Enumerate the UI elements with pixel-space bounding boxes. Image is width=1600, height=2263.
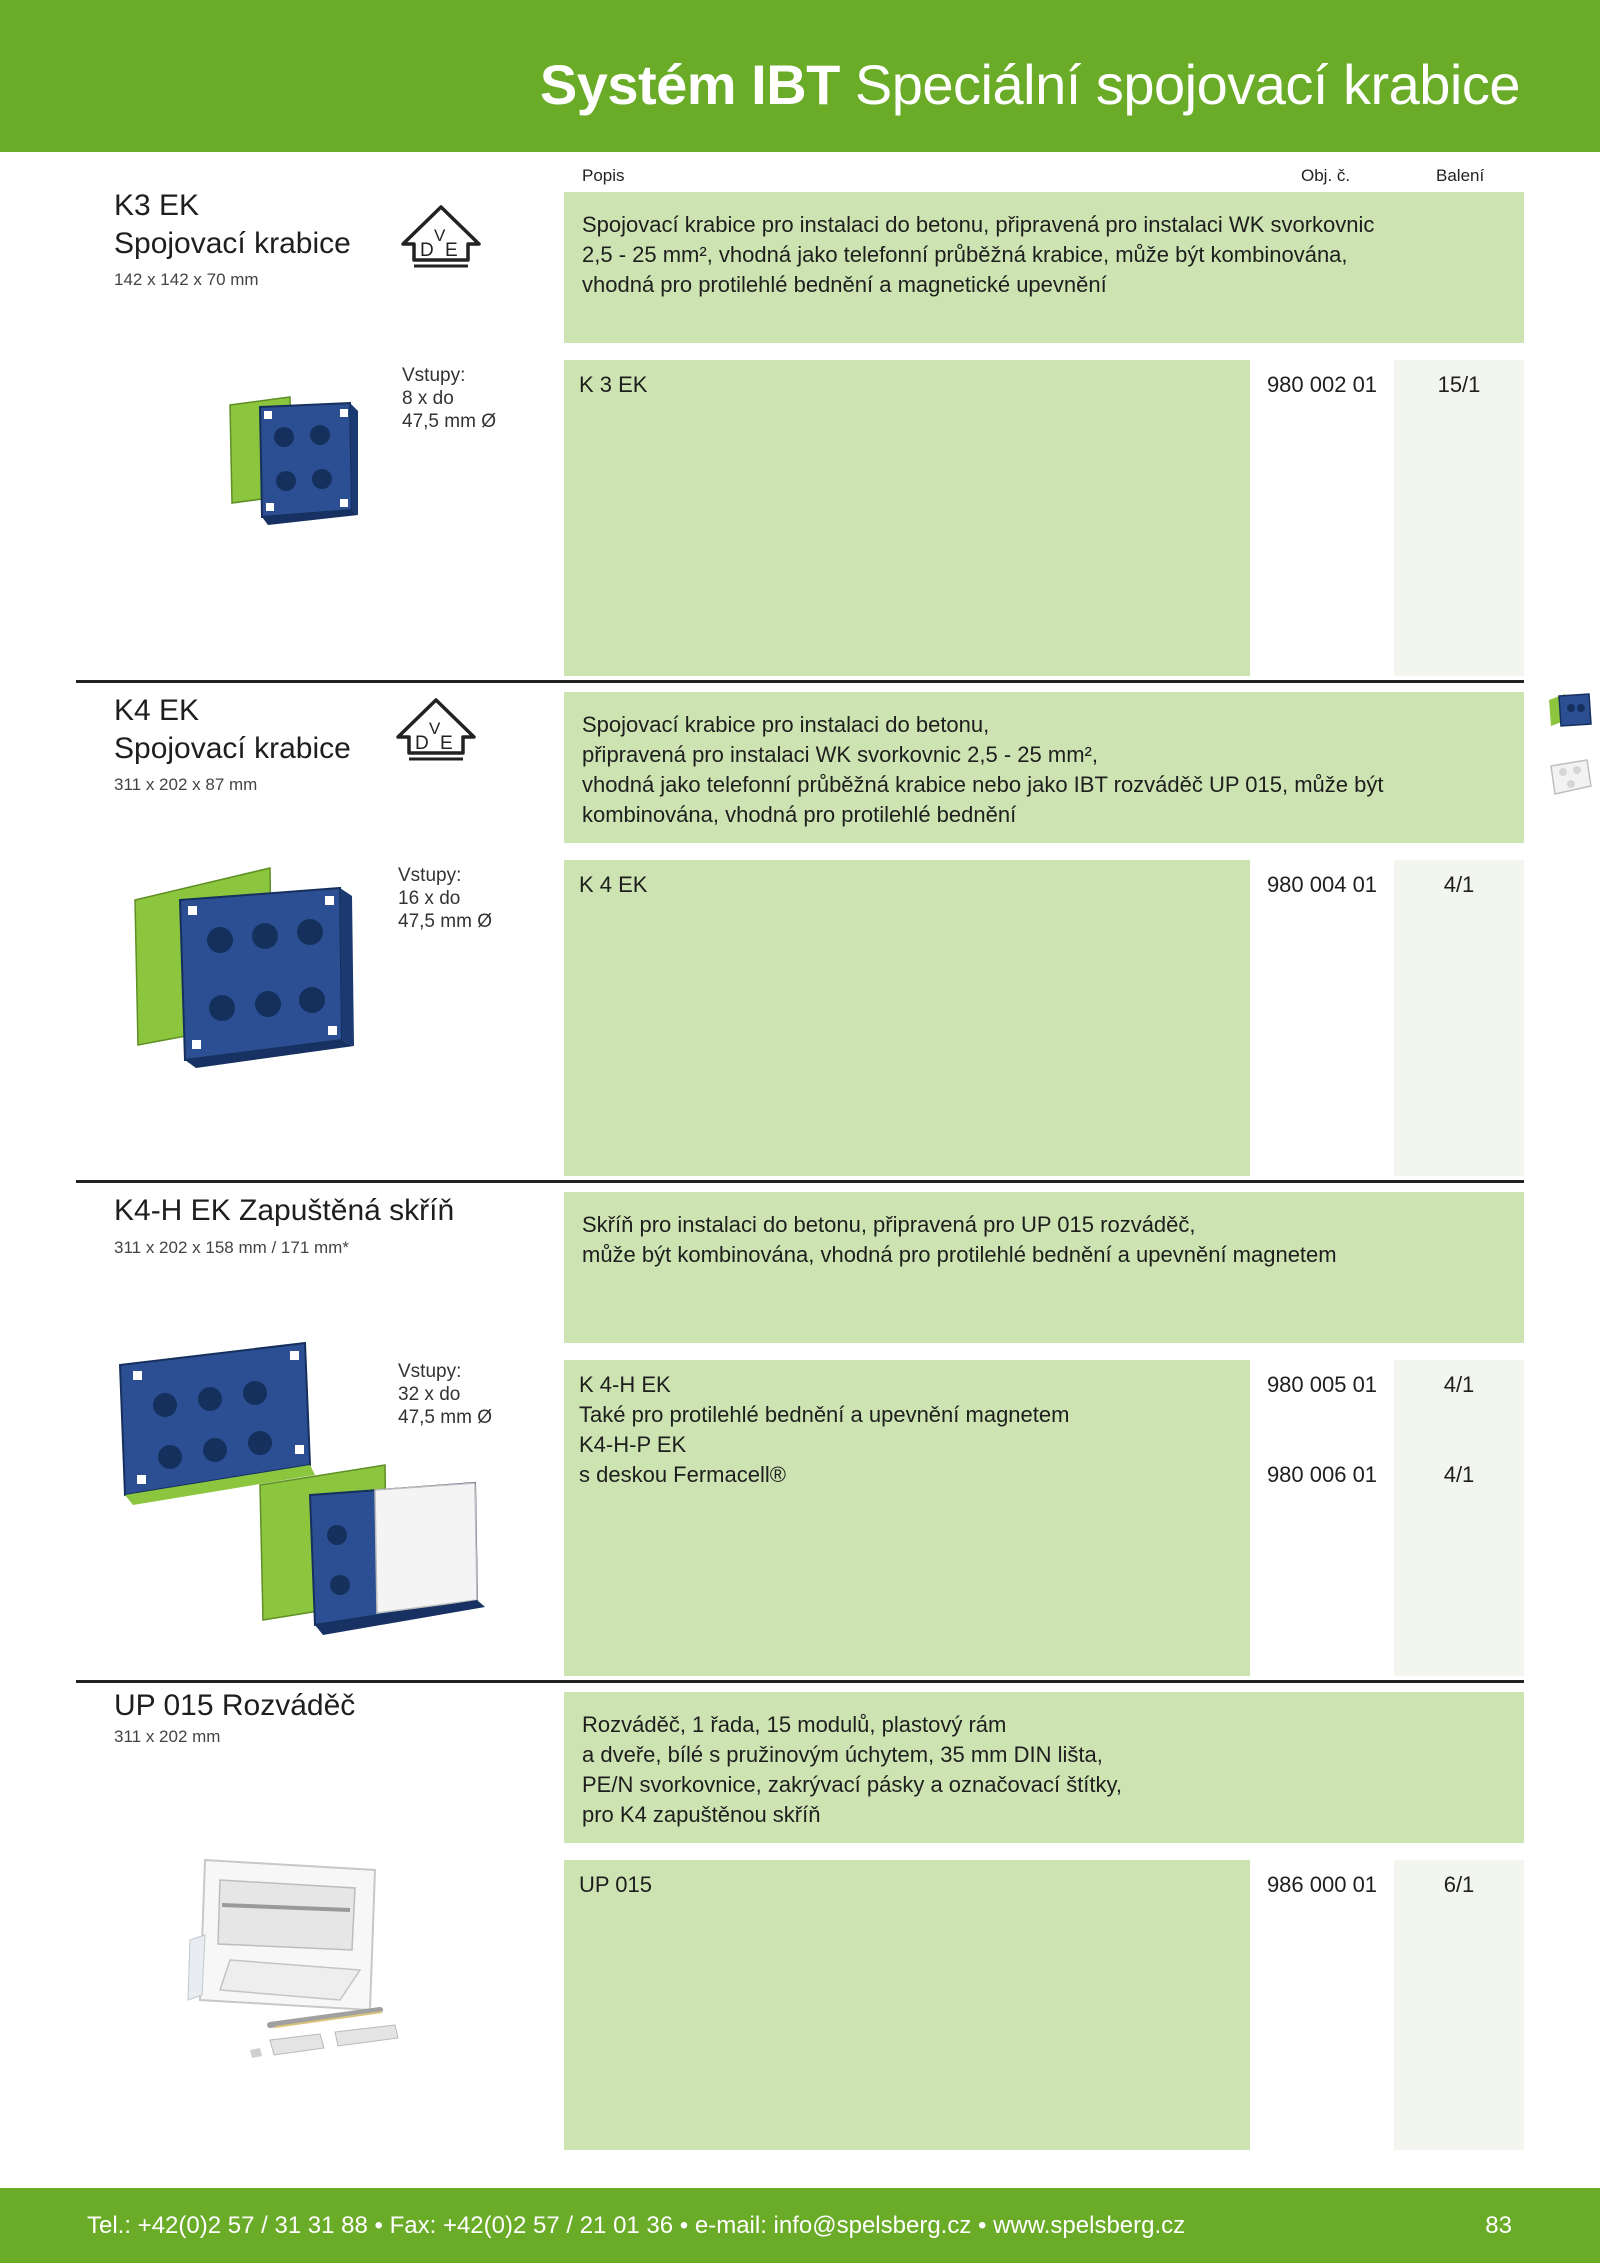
description-line: Skříň pro instalaci do betonu, připravená pro UP 015 rozváděč, (582, 1212, 1196, 1237)
section-divider (76, 1180, 1524, 1183)
page-number: 83 (1485, 2212, 1512, 2239)
description-line: pro K4 zapuštěnou skříň (582, 1802, 821, 1827)
product-dimensions: 142 x 142 x 70 mm (114, 270, 259, 289)
inputs-line: 16 x do (398, 888, 461, 909)
column-header-package: Balení (1436, 166, 1485, 185)
product-inputs (398, 864, 492, 933)
package-value (1394, 1430, 1524, 1460)
product-name (114, 1687, 355, 1725)
inputs-line: Vstupy: (398, 865, 462, 886)
side-thumbnail-white-box[interactable] (1545, 752, 1595, 798)
product-name-line: UP 015 Rozváděč (114, 1689, 356, 1722)
product-dimensions: 311 x 202 x 87 mm (114, 775, 258, 794)
package-cell (1394, 1360, 1524, 1676)
inputs-line: 47,5 mm Ø (402, 411, 496, 432)
product-description (564, 1692, 1524, 1843)
description-line: Rozváděč, 1 řada, 15 modulů, plastový rám (582, 1712, 1007, 1737)
order-number: 980 006 01 (1266, 1462, 1378, 1487)
section-divider (76, 680, 1524, 683)
order-description (564, 860, 1250, 1176)
order-description (564, 1360, 1250, 1676)
inputs-line: 32 x do (398, 1384, 461, 1405)
vde-letter-e: E (440, 733, 453, 754)
footer-contact: Tel.: +42(0)2 57 / 31 31 88 • Fax: +42(0)2 57 / 21 01 36 • e-mail: info@spelsberg.cz • www.spelsberg.cz (87, 2212, 1186, 2239)
description-line: a dveře, bílé s pružinovým úchytem, 35 mm DIN lišta, (582, 1742, 1103, 1767)
product-name (114, 187, 351, 263)
product-name-line: K4 EK (114, 694, 200, 727)
page-footer (0, 2188, 1600, 2263)
product-dimensions: 311 x 202 x 158 mm / 171 mm* (114, 1238, 349, 1257)
product-name (114, 692, 351, 768)
package-cell (1394, 1860, 1524, 2150)
page-title-rest: Speciální spojovací krabice (854, 53, 1520, 116)
product-dimensions: 311 x 202 mm (114, 1727, 221, 1746)
product-name-line: K3 EK (114, 189, 200, 222)
vde-letter-d: D (420, 240, 434, 261)
order-number: 986 000 01 (1266, 1872, 1378, 1897)
vde-letter-d: D (415, 733, 429, 754)
package-value: 6/1 (1443, 1872, 1475, 1897)
package-value: 4/1 (1443, 1372, 1475, 1397)
description-line: kombinována, vhodná pro protilehlé bednění (582, 802, 1017, 827)
column-header-order-no: Obj. č. (1301, 166, 1351, 185)
order-line: K 3 EK (579, 372, 648, 397)
vde-certification-icon (393, 697, 479, 769)
order-line: s deskou Fermacell® (579, 1462, 786, 1487)
side-thumbnail-blue-box[interactable] (1545, 686, 1595, 732)
vde-certification-icon (398, 204, 484, 276)
inputs-line: 47,5 mm Ø (398, 1407, 492, 1428)
page-header (0, 0, 1600, 152)
description-line: vhodná jako telefonní průběžná krabice nebo jako IBT rozváděč UP 015, může být (582, 772, 1384, 797)
vde-letter-v: V (429, 719, 441, 738)
order-description (564, 1860, 1250, 2150)
product-description (564, 1192, 1524, 1343)
section-divider (76, 1680, 1524, 1683)
order-line: UP 015 (579, 1872, 652, 1897)
inputs-line: 8 x do (402, 388, 454, 409)
order-description (564, 360, 1250, 676)
product-name-line: Spojovací krabice (114, 732, 351, 765)
product-name-line: Spojovací krabice (114, 227, 351, 260)
inputs-line: 47,5 mm Ø (398, 911, 492, 932)
order-number: 980 004 01 (1266, 872, 1378, 897)
description-line: vhodná pro protilehlé bednění a magnetické upevnění (582, 272, 1107, 297)
product-inputs (402, 364, 496, 433)
package-value (1394, 1400, 1524, 1430)
product-name (114, 1192, 454, 1230)
page-title-bold: Systém IBT (539, 53, 840, 116)
inputs-line: Vstupy: (398, 1361, 462, 1382)
order-line: K 4-H EK (579, 1372, 671, 1397)
order-number (1250, 1400, 1394, 1430)
package-cell (1394, 360, 1524, 676)
product-description (564, 192, 1524, 343)
description-line: Spojovací krabice pro instalaci do betonu, připravená pro instalaci WK svorkovnic (582, 212, 1375, 237)
order-line: Také pro protilehlé bednění a upevnění magnetem (579, 1402, 1070, 1427)
description-line: připravená pro instalaci WK svorkovnic 2,5 - 25 mm², (582, 742, 1098, 767)
order-line: K4-H-P EK (579, 1432, 687, 1457)
description-line: PE/N svorkovnice, zakrývací pásky a označovací štítky, (582, 1772, 1123, 1797)
package-value: 15/1 (1437, 372, 1481, 397)
order-number (1250, 1430, 1394, 1460)
package-cell (1394, 860, 1524, 1176)
product-name-line: K4-H EK Zapuštěná skříň (114, 1194, 455, 1227)
vde-letter-v: V (434, 226, 446, 245)
description-line: Spojovací krabice pro instalaci do betonu, (582, 712, 990, 737)
product-photo-k4-h-ek (115, 1335, 490, 1660)
product-photo-k4-ek (130, 860, 360, 1075)
order-line: K 4 EK (579, 872, 648, 897)
order-number-column (1250, 1370, 1394, 1490)
package-value: 4/1 (1443, 1462, 1475, 1487)
product-description (564, 692, 1524, 843)
product-photo-k3-ek (220, 385, 360, 535)
inputs-line: Vstupy: (402, 365, 466, 386)
description-line: může být kombinována, vhodná pro protilehlé bednění a upevnění magnetem (582, 1242, 1337, 1267)
product-photo-up-015 (160, 1850, 410, 2065)
package-value: 4/1 (1443, 872, 1475, 897)
order-number: 980 002 01 (1266, 372, 1378, 397)
description-line: 2,5 - 25 mm², vhodná jako telefonní průběžná krabice, může být kombinována, (582, 242, 1348, 267)
order-number: 980 005 01 (1266, 1372, 1378, 1397)
column-header-description: Popis (582, 166, 625, 185)
vde-letter-e: E (445, 240, 458, 261)
page-title (540, 52, 1520, 117)
